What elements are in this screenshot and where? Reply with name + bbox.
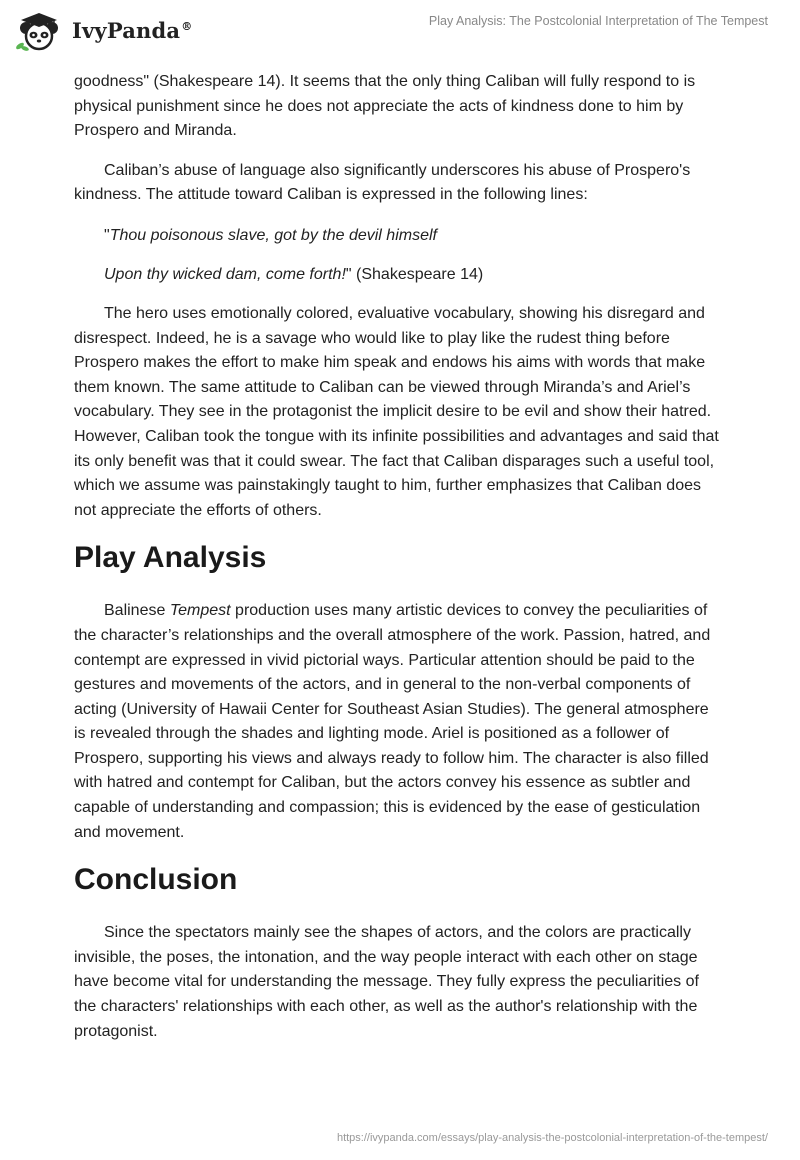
quote-line-2: Upon thy wicked dam, come forth!" (Shakespeare 14) [104, 265, 484, 283]
paragraph-vocabulary: The hero uses emotionally colored, evaluative vocabulary, showing his disregard and disrespect. Indeed, he is a savage who would like to play like the rudest thing before Prospero makes the effort to make him speak and endows his aims with words that make them known. The same attitude to Caliban can be viewed through Miranda’s and Ariel’s vocabulary. They see in the protagonist the implicit desire to be evil and show their hatred. However, Caliban took the tongue with its infinite possibilities and advantages and said that its only benefit was that it could swear. The fact that Caliban disparages such a useful tool, which we assume was painstakingly taught to him, further emphasizes that Caliban does not appreciate the efforts of others. [74, 304, 719, 519]
paragraph-conclusion: Since the spectators mainly see the shapes of actors, and the colors are practically invisible, the poses, the intonation, and the way people interact with each other on stage have become vital for understanding the message. They fully express the peculiarities of the characters' relationships with each other, as well as the author's relationship with the protagonist. [74, 924, 699, 1040]
heading-conclusion: Conclusion [74, 863, 238, 897]
document-title: Play Analysis: The Postcolonial Interpretation of The Tempest [428, 14, 768, 28]
paragraph-continued: goodness" (Shakespeare 14). It seems that the only thing Caliban will fully respond to is physical punishment since he does not appreciate the acts of kindness done to him by Prospero and Miranda. [74, 73, 696, 140]
page-header [0, 0, 800, 60]
brand-name: IvyPanda® [72, 17, 193, 43]
essay-content [74, 70, 724, 1060]
source-url[interactable]: https://ivypanda.com/essays/play-analysis-the-postcolonial-interpretation-of-the-tempest/ [336, 1132, 768, 1144]
paragraph-play-analysis: Balinese Tempest production uses many artistic devices to convey the peculiarities of the character’s relationships and the overall atmosphere of the work. Passion, hatred, and contempt are expressed in vivid pictorial ways. Particular attention should be paid to the gestures and movements of the actors, and in general to the non-verbal components of acting (University of Hawaii Center for Southeast Asian Studies). The general atmosphere is revealed through the shades and lighting mode. Ariel is positioned as a follower of Prospero, supporting his views and always ready to follow him. The character is also filled with hatred and contempt for Caliban, but the actors convey his essence as subtler and capable of understanding and compassion; this is evidenced by the ease of gesticulation and movement. [74, 602, 711, 841]
paragraph-language-abuse: Caliban’s abuse of language also significantly underscores his abuse of Prospero's kindness. The attitude toward Caliban is expressed in the following lines: [74, 161, 691, 204]
ivypanda-logo[interactable] [12, 8, 192, 52]
panda-logo-icon [12, 8, 68, 52]
quote-line-1: "Thou poisonous slave, got by the devil himself [104, 226, 437, 244]
registered-mark: ® [181, 19, 193, 33]
heading-play-analysis: Play Analysis [74, 541, 267, 575]
